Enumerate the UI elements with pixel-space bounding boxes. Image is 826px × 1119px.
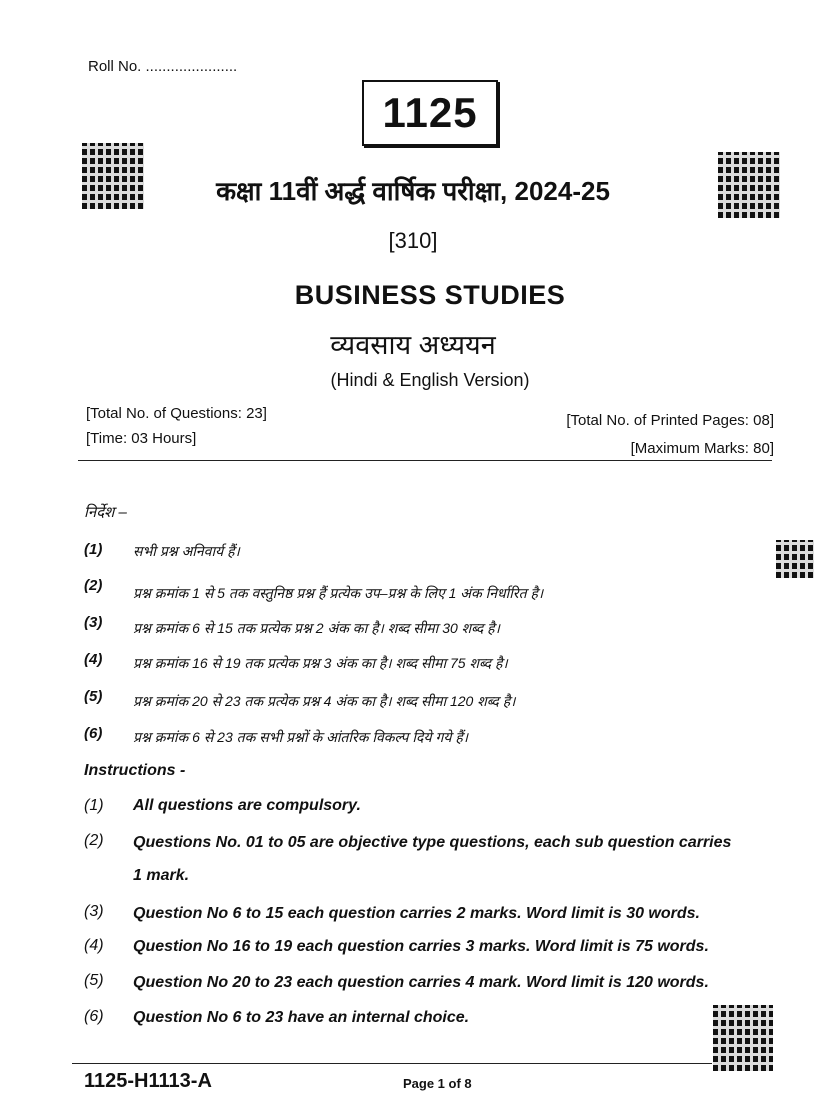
instruction-number: (1) <box>84 797 104 814</box>
instruction-text: Question No 20 to 23 each question carries 4 mark. Word limit is 120 words. <box>133 974 709 991</box>
subject-hindi: व्यवसाय अध्ययन <box>330 330 496 360</box>
printed-pages: [Total No. of Printed Pages: 08] <box>566 412 774 429</box>
direction-number: (3) <box>84 614 103 631</box>
direction-text: सभी प्रश्न अनिवार्य हैं। <box>133 543 240 559</box>
subject-english: BUSINESS STUDIES <box>294 280 566 310</box>
time-allowed: [Time: 03 Hours] <box>86 430 197 447</box>
instruction-text: Questions No. 01 to 05 are objective type questions, each sub question carries <box>133 834 732 851</box>
footer-paper-code: 1125-H1113-A <box>84 1070 212 1092</box>
header-divider <box>78 460 772 461</box>
instruction-text: Question No 6 to 15 each question carries 2 marks. Word limit is 30 words. <box>133 905 700 922</box>
instruction-number: (2) <box>84 832 104 849</box>
instructions-heading: Instructions - <box>84 762 186 779</box>
instruction-text: Question No 6 to 23 have an internal choice. <box>133 1009 470 1026</box>
maximum-marks: [Maximum Marks: 80] <box>630 440 774 457</box>
instruction-text-continued: 1 mark. <box>133 867 190 884</box>
directions-heading: निर्देश – <box>84 504 127 521</box>
direction-number: (6) <box>84 725 103 742</box>
version-note: (Hindi & English Version) <box>330 370 530 390</box>
footer-divider <box>72 1063 712 1064</box>
direction-text: प्रश्न क्रमांक 1 से 5 तक वस्तुनिष्ठ प्रश्न हैं प्रत्येक उप–प्रश्न के लिए 1 अंक निर्धारित है। <box>133 585 544 601</box>
page-indicator: Page 1 of 8 <box>403 1076 472 1091</box>
direction-number: (1) <box>84 541 103 558</box>
roll-number-field: Roll No. ...................... <box>88 58 238 75</box>
direction-text: प्रश्न क्रमांक 20 से 23 तक प्रत्येक प्रश्न 4 अंक का है। शब्द सीमा 120 शब्द है। <box>133 693 516 709</box>
instruction-number: (3) <box>84 903 104 920</box>
instruction-number: (5) <box>84 972 104 989</box>
total-questions: [Total No. of Questions: 23] <box>86 405 267 422</box>
direction-number: (5) <box>84 688 103 705</box>
exam-title: कक्षा 11वीं अर्द्ध वार्षिक परीक्षा, 2024-25 <box>216 176 610 206</box>
instruction-text: Question No 16 to 19 each question carries 3 marks. Word limit is 75 words. <box>133 938 709 955</box>
instruction-number: (6) <box>84 1008 104 1025</box>
barcode-bottom-icon <box>713 1005 773 1071</box>
paper-number: 1125 <box>382 89 478 136</box>
qr-code-icon <box>776 540 814 578</box>
instruction-number: (4) <box>84 937 104 954</box>
direction-text: प्रश्न क्रमांक 6 से 23 तक सभी प्रश्नों के आंतरिक विकल्प दिये गये हैं। <box>133 729 469 745</box>
direction-text: प्रश्न क्रमांक 16 से 19 तक प्रत्येक प्रश्न 3 अंक का है। शब्द सीमा 75 शब्द है। <box>133 655 508 671</box>
instruction-text: All questions are compulsory. <box>133 797 361 814</box>
direction-number: (2) <box>84 577 103 594</box>
direction-number: (4) <box>84 651 103 668</box>
direction-text: प्रश्न क्रमांक 6 से 15 तक प्रत्येक प्रश्न 2 अंक का है। शब्द सीमा 30 शब्द है। <box>133 620 500 636</box>
paper-number-box <box>362 80 498 146</box>
paper-code: [310] <box>388 228 438 253</box>
